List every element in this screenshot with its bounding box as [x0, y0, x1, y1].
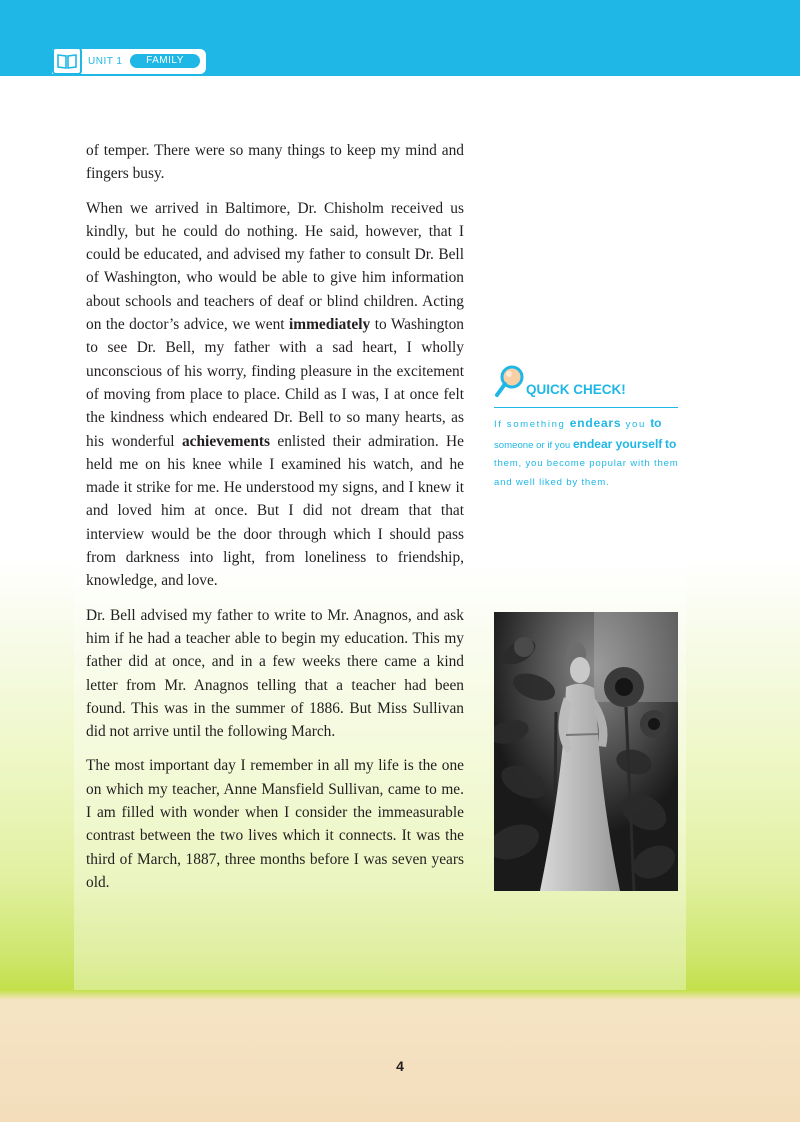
magnifier-icon — [494, 364, 528, 405]
quick-check-divider — [494, 407, 678, 408]
book-icon — [52, 47, 82, 75]
vocab-immediately: immediately — [289, 316, 371, 334]
quick-check-definition: If something endears you to someone or if you endear yourself to them, you become popular with them and well liked by them. — [494, 416, 679, 488]
paragraph-4: The most important day I remember in all my life is the one on which my teacher, Anne Mansfield Sullivan, came to me. I am filled with wonder when I consider the immeasurable contrast between the two lives which it connects. It was the third of March, 1887, three months before I was seven years old. — [86, 757, 464, 891]
reading-passage — [86, 139, 464, 905]
paragraph-2: When we arrived in Baltimore, Dr. Chisholm received us kindly, but he could do nothing. He said, however, that I could be educated, and advised my father to consult Dr. Bell of Washington, who would be able to give him information about schools and teachers of deaf or blind children. Acting on the doctor’s advice, we went immediately to Washington to see Dr. Bell, my father with a sad heart, I wholly unconscious of his worry, finding pleasure in the excitement of moving from place to place. Child as I was, I at once felt the kindness which endeared Dr. Bell to so many hearts, as his wonderful achievements enlisted their admiration. He held me on his knee while I examined his watch, and he made it strike for me. He understood my signs, and I knew it and loved him at once. But I did not dream that that interview would be the door through which I should pass from darkness into light, from loneliness to friendship, knowledge, and love. — [86, 199, 464, 590]
unit-label: UNIT 1 — [88, 56, 123, 67]
section-label: FAMILY — [130, 54, 200, 68]
quick-check-title: QUICK CHECK! — [526, 382, 626, 397]
page-number: 4 — [396, 1058, 404, 1074]
paragraph-1: of temper. There were so many things to keep my mind and fingers busy. — [86, 142, 464, 183]
woman-with-sunflowers-photo — [494, 612, 678, 891]
paragraph-3: Dr. Bell advised my father to write to Mr. Anagnos, and ask him if he had a teacher able to begin my education. This my father did at once, and in a few weeks there came a kind letter from Mr. Anagnos telling that a teacher had been found. This was in the summer of 1886. But Miss Sullivan did not arrive until the following March. — [86, 606, 464, 741]
vocab-achievements: achievements — [181, 432, 270, 450]
